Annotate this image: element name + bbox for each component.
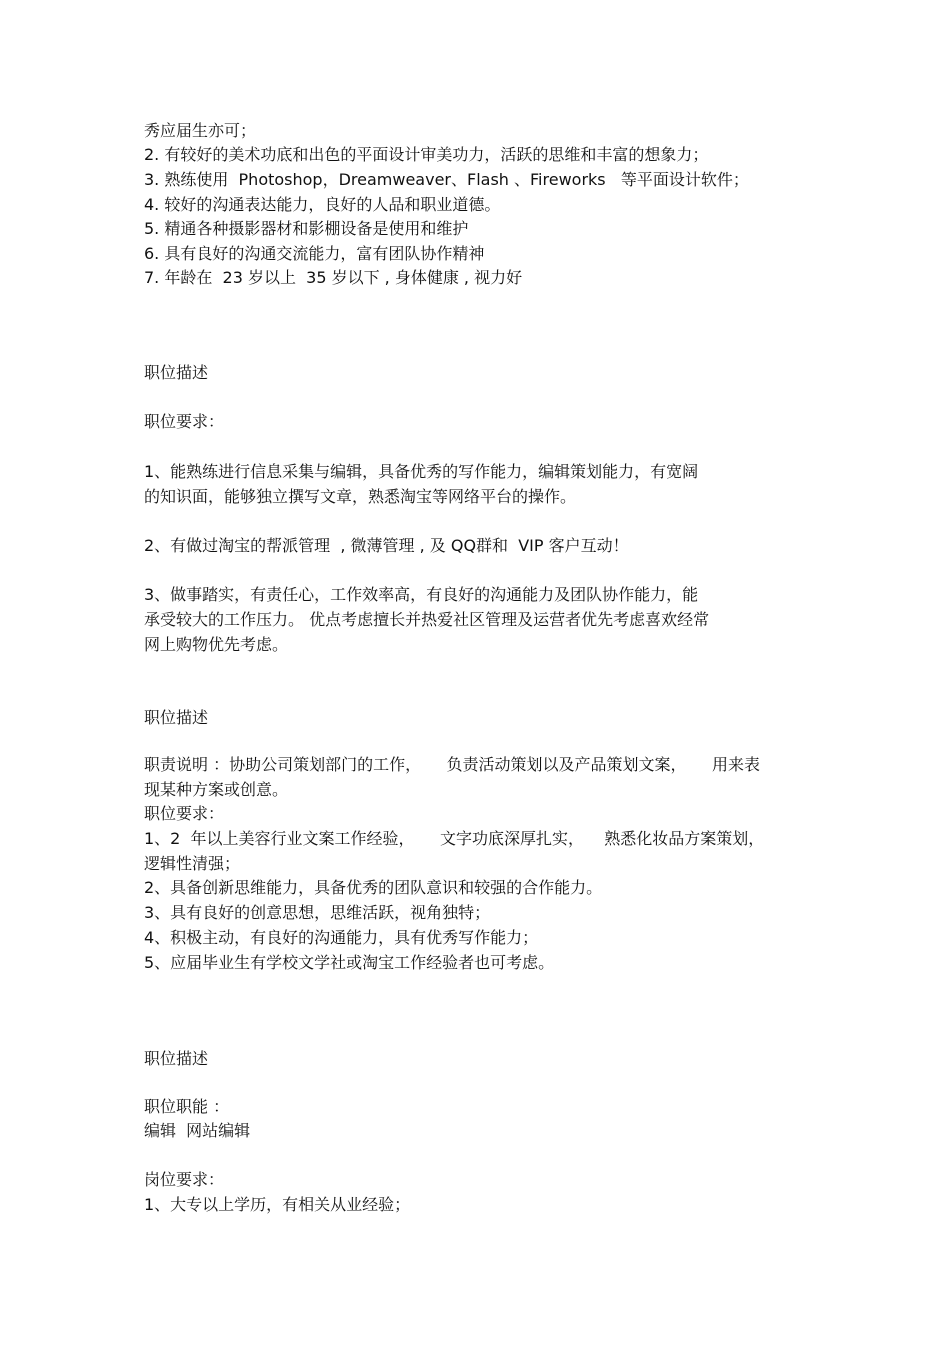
section-heading: 职位描述 <box>144 363 209 382</box>
section-heading: 职位描述 <box>144 1049 209 1068</box>
requirement-item-line: 的知识面，能够独立撰写文章，熟悉淘宝等网络平台的操作。 <box>144 487 577 506</box>
duty-line: 现某种方案或创意。 <box>144 780 289 799</box>
req-line: 3. 熟练使用 Photoshop，Dreamweaver、Flash 、Fireworks 等平面设计软件； <box>144 170 749 189</box>
requirement-item-line: 3、做事踏实，有责任心，工作效率高，有良好的沟通能力及团队协作能力，能 <box>144 585 699 604</box>
section-subheading: 岗位要求： <box>144 1170 225 1189</box>
function-value: 编辑 网站编辑 <box>144 1121 251 1140</box>
requirement-item-line: 5、应届毕业生有学校文学社或淘宝工作经验者也可考虑。 <box>144 953 555 972</box>
requirement-item-line: 承受较大的工作压力。 优点考虑擅长并热爱社区管理及运营者优先考虑喜欢经常 <box>144 610 710 629</box>
requirement-item-line: 3、具有良好的创意思想，思维活跃，视角独特； <box>144 903 491 922</box>
function-label: 职位职能 ： <box>144 1097 230 1116</box>
requirement-item-line: 1、能熟练进行信息采集与编辑，具备优秀的写作能力，编辑策划能力，有宽阔 <box>144 462 699 481</box>
requirement-item-line: 逻辑性清强； <box>144 854 241 873</box>
req-line: 4. 较好的沟通表达能力，良好的人品和职业道德。 <box>144 195 501 214</box>
requirement-item-line: 网上购物优先考虑。 <box>144 635 289 654</box>
requirement-item-line: 1、大专以上学历，有相关从业经验； <box>144 1195 411 1214</box>
req-line: 秀应届生亦可； <box>144 121 257 140</box>
req-line: 6. 具有良好的沟通交流能力，富有团队协作精神 <box>144 244 485 263</box>
req-line: 5. 精通各种摄影器材和影棚设备是使用和维护 <box>144 219 469 238</box>
duty-line: 职责说明 ：协助公司策划部门的工作， 负责活动策划以及产品策划文案， 用来表 <box>144 755 760 774</box>
section-heading: 职位描述 <box>144 708 209 727</box>
section-subheading: 职位要求： <box>144 412 225 431</box>
requirement-item-line: 1、2 年以上美容行业文案工作经验， 文字功底深厚扎实， 熟悉化妆品方案策划， <box>144 829 765 848</box>
requirement-item-line: 2、有做过淘宝的帮派管理 , 微薄管理 , 及 QQ群和 VIP 客户互动！ <box>144 536 629 555</box>
requirement-item-line: 4、积极主动，有良好的沟通能力，具有优秀写作能力； <box>144 928 539 947</box>
requirement-item-line: 2、具备创新思维能力，具备优秀的团队意识和较强的合作能力。 <box>144 878 603 897</box>
req-line: 7. 年龄在 23 岁以上 35 岁以下 , 身体健康 , 视力好 <box>144 268 523 287</box>
section-subheading: 职位要求： <box>144 804 225 823</box>
req-line: 2. 有较好的美术功底和出色的平面设计审美功力，活跃的思维和丰富的想象力； <box>144 145 709 164</box>
